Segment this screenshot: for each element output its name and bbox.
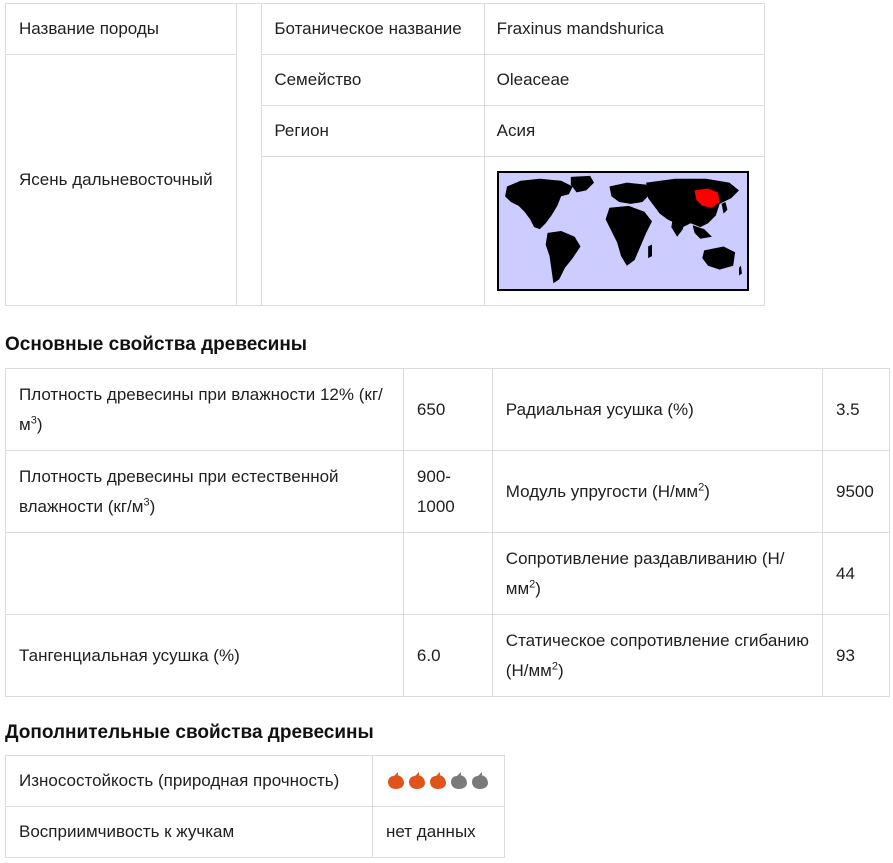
density-12-value: 650 (403, 369, 492, 451)
world-map-icon (497, 171, 749, 291)
region-label: Регион (262, 106, 484, 157)
species-table (5, 3, 765, 306)
tangential-shrinkage-value: 6.0 (403, 615, 492, 697)
leaf-icon (386, 771, 406, 791)
bending-resistance-label: Статическое сопротивление сгибанию $(Н/мм^2)$ (492, 615, 822, 697)
family-value: Oleaceae (484, 55, 764, 106)
leaf-rating (386, 771, 491, 791)
elasticity-label: Модуль упругости $(Н/мм^2)$ (492, 451, 822, 533)
beetle-susceptibility-value: нет данных (373, 807, 505, 858)
durability-rating (373, 756, 505, 807)
leaf-icon (449, 771, 469, 791)
density-natural-value: 900-1000 (403, 451, 492, 533)
family-label: Семейство (262, 55, 484, 106)
crush-resistance-value: 44 (822, 533, 889, 615)
empty-cell (403, 533, 492, 615)
leaf-icon (470, 771, 490, 791)
elasticity-value: 9500 (822, 451, 889, 533)
map-madagascar (648, 245, 652, 259)
botanical-name-label: Ботаническое название (262, 4, 484, 55)
density-12-label: Плотность древесины при влажности 12% $(кг/м^3)$ (6, 369, 404, 451)
beetle-susceptibility-label: Восприимчивость к жучкам (6, 807, 373, 858)
leaf-icon (407, 771, 427, 791)
spacer-column (237, 4, 262, 306)
map-label-cell (262, 157, 484, 306)
map-cell (484, 157, 764, 306)
botanical-name-value: Fraxinus mandshurica (484, 4, 764, 55)
common-name: Ясень дальневосточный (6, 55, 237, 306)
empty-cell (6, 533, 404, 615)
radial-shrinkage-label: Радиальная усушка (%) (492, 369, 822, 451)
crush-resistance-label: Сопротивление раздавливанию $(Н/мм^2)$ (492, 533, 822, 615)
bending-resistance-value: 93 (822, 615, 889, 697)
region-value: Асия (484, 106, 764, 157)
radial-shrinkage-value: 3.5 (822, 369, 889, 451)
density-natural-label: Плотность древесины при естественной влажности $(кг/м^3)$ (6, 451, 404, 533)
extra-properties-table (5, 755, 505, 858)
leaf-icon (428, 771, 448, 791)
main-properties-table (5, 368, 890, 697)
extra-properties-heading: Дополнительные свойства древесины (5, 722, 374, 743)
tangential-shrinkage-label: Тангенциальная усушка (%) (6, 615, 404, 697)
species-name-header: Название породы (6, 4, 237, 55)
main-properties-heading: Основные свойства древесины (5, 334, 308, 355)
durability-label: Износостойкость (природная прочность) (6, 756, 373, 807)
